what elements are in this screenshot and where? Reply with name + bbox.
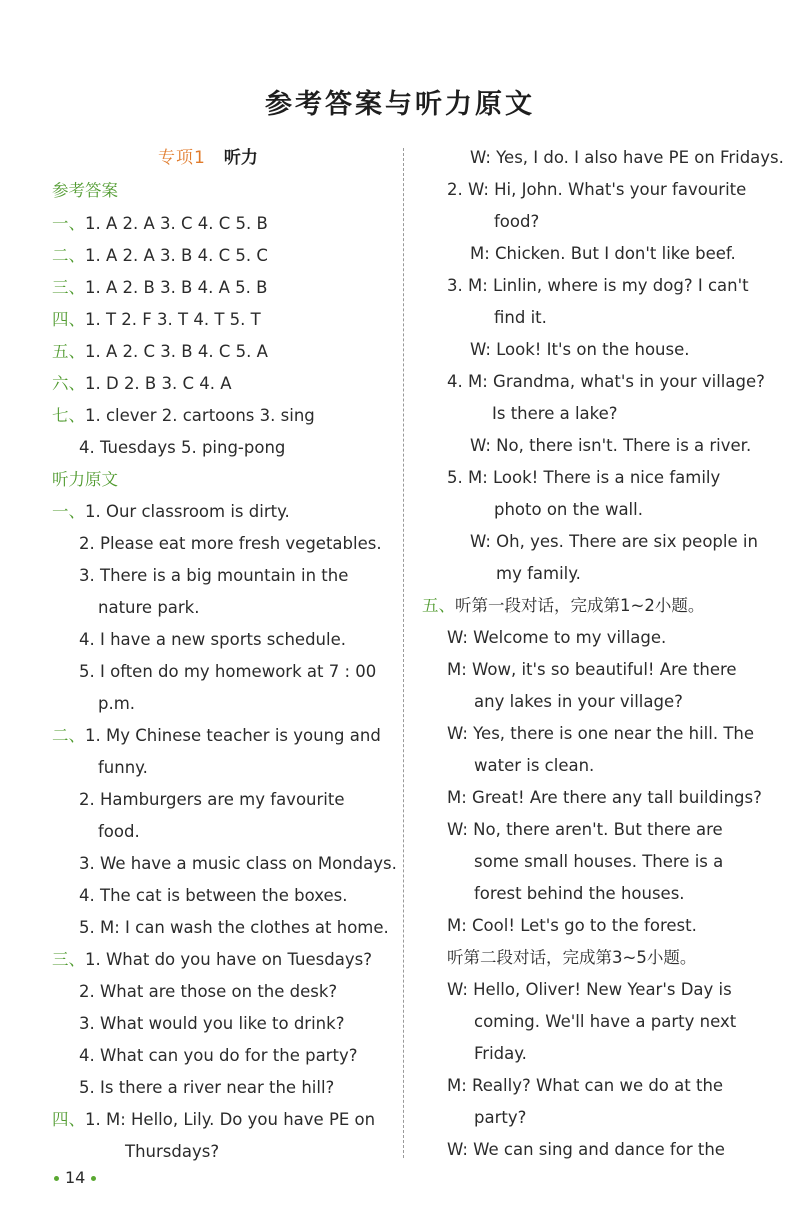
part-label: 一、 [52, 502, 85, 521]
transcript-line: 5. I often do my homework at 7 : 00 [79, 662, 377, 681]
transcript-line: Thursdays? [125, 1142, 220, 1161]
part-label: 五、 [422, 596, 455, 615]
answer-text: 1. A 2. B 3. B 4. A 5. B [85, 278, 268, 297]
transcript-line: 3. We have a music class on Mondays. [79, 854, 397, 873]
part-label: 三、 [52, 950, 85, 969]
transcript-line: 2. Hamburgers are my favourite [79, 790, 345, 809]
transcript-line: food? [494, 212, 540, 231]
transcript-line: M: Cool! Let's go to the forest. [447, 916, 697, 935]
answer-row [52, 341, 268, 363]
transcript-line: 2. W: Hi, John. What's your favourite [447, 180, 747, 199]
transcript-line: 3. What would you like to drink? [79, 1014, 345, 1033]
answer-label: 三、 [52, 278, 85, 297]
transcript-line: 5. Is there a river near the hill? [79, 1078, 335, 1097]
page-footer [48, 1168, 102, 1187]
section-number: 专项1 [158, 148, 206, 168]
answer-text: 1. A 2. C 3. B 4. C 5. A [85, 342, 268, 361]
transcript-line: 4. M: Grandma, what's in your village? [447, 372, 765, 391]
answer-row-cont: 4. Tuesdays 5. ping-pong [79, 438, 286, 457]
transcript-line: funny. [98, 758, 148, 777]
transcript-line: W: Oh, yes. There are six people in [470, 532, 758, 551]
bullet-dot-icon [91, 1176, 96, 1181]
transcript-line: 听第二段对话，完成第3~5小题。 [447, 948, 697, 967]
transcript-line: find it. [494, 308, 547, 327]
answer-row [52, 309, 261, 331]
section-name: 听力 [223, 148, 258, 168]
answer-text: 1. A 2. A 3. B 4. C 5. C [85, 246, 268, 265]
line-text: 1. What do you have on Tuesdays? [85, 950, 372, 969]
transcript-line: water is clean. [474, 756, 595, 775]
transcript-line: M: Great! Are there any tall buildings? [447, 788, 762, 807]
transcript-line [52, 725, 381, 747]
line-text: 听第一段对话，完成第1~2小题。 [455, 596, 705, 615]
answer-text: 1. clever 2. cartoons 3. sing [85, 406, 315, 425]
transcript-line: W: Yes, there is one near the hill. The [447, 724, 755, 743]
line-text: 1. My Chinese teacher is young and [85, 726, 381, 745]
transcript-line [52, 949, 372, 971]
answer-label: 五、 [52, 342, 85, 361]
answer-label: 一、 [52, 214, 85, 233]
bullet-dot-icon [54, 1176, 59, 1181]
transcript-line: W: Look! It's on the house. [470, 340, 690, 359]
transcript-line: 2. What are those on the desk? [79, 982, 338, 1001]
transcript-line: some small houses. There is a [474, 852, 724, 871]
transcript-line: Friday. [474, 1044, 527, 1063]
page-title: 参考答案与听力原文 [265, 89, 535, 120]
transcript-heading: 听力原文 [52, 470, 118, 489]
transcript-line: 4. I have a new sports schedule. [79, 630, 346, 649]
transcript-line: 3. There is a big mountain in the [79, 566, 349, 585]
transcript-line: W: No, there aren't. But there are [447, 820, 723, 839]
answer-row [52, 405, 315, 427]
transcript-line: 5. M: I can wash the clothes at home. [79, 918, 389, 937]
transcript-line: 5. M: Look! There is a nice family [447, 468, 721, 487]
page-number: 14 [65, 1168, 86, 1187]
transcript-line: Is there a lake? [492, 404, 618, 423]
transcript-line: coming. We'll have a party next [474, 1012, 737, 1031]
section-heading [158, 147, 258, 169]
transcript-line: 4. The cat is between the boxes. [79, 886, 348, 905]
answer-text: 1. A 2. A 3. C 4. C 5. B [85, 214, 268, 233]
transcript-line: 2. Please eat more fresh vegetables. [79, 534, 382, 553]
transcript-line: W: Yes, I do. I also have PE on Fridays. [470, 148, 784, 167]
transcript-line: any lakes in your village? [474, 692, 683, 711]
answer-row [52, 277, 267, 299]
transcript-line: W: Hello, Oliver! New Year's Day is [447, 980, 732, 999]
transcript-line: my family. [496, 564, 581, 583]
answer-label: 四、 [52, 310, 85, 329]
part-label: 四、 [52, 1110, 85, 1129]
transcript-line: 4. What can you do for the party? [79, 1046, 358, 1065]
transcript-line: M: Wow, it's so beautiful! Are there [447, 660, 737, 679]
part-label: 二、 [52, 726, 85, 745]
answer-label: 六、 [52, 374, 85, 393]
transcript-line: food. [98, 822, 140, 841]
transcript-line [52, 501, 290, 523]
transcript-line: M: Really? What can we do at the [447, 1076, 724, 1095]
answer-text: 1. T 2. F 3. T 4. T 5. T [85, 310, 261, 329]
answer-row [52, 245, 268, 267]
transcript-line [422, 595, 704, 617]
transcript-line: p.m. [98, 694, 136, 713]
answer-label: 七、 [52, 406, 85, 425]
line-text: 1. M: Hello, Lily. Do you have PE on [85, 1110, 376, 1129]
transcript-line: party? [474, 1108, 527, 1127]
transcript-line: W: No, there isn't. There is a river. [470, 436, 752, 455]
transcript-line: photo on the wall. [494, 500, 643, 519]
transcript-line: M: Chicken. But I don't like beef. [470, 244, 736, 263]
transcript-line: nature park. [98, 598, 200, 617]
transcript-line: W: We can sing and dance for the [447, 1140, 725, 1159]
column-divider [403, 148, 404, 1158]
answers-heading: 参考答案 [52, 181, 118, 200]
answer-row [52, 213, 268, 235]
transcript-line: W: Welcome to my village. [447, 628, 667, 647]
answer-label: 二、 [52, 246, 85, 265]
transcript-line: 3. M: Linlin, where is my dog? I can't [447, 276, 749, 295]
line-text: 1. Our classroom is dirty. [85, 502, 290, 521]
answer-text: 1. D 2. B 3. C 4. A [85, 374, 232, 393]
transcript-line: forest behind the houses. [474, 884, 685, 903]
transcript-line [52, 1109, 375, 1131]
answer-row [52, 373, 232, 395]
